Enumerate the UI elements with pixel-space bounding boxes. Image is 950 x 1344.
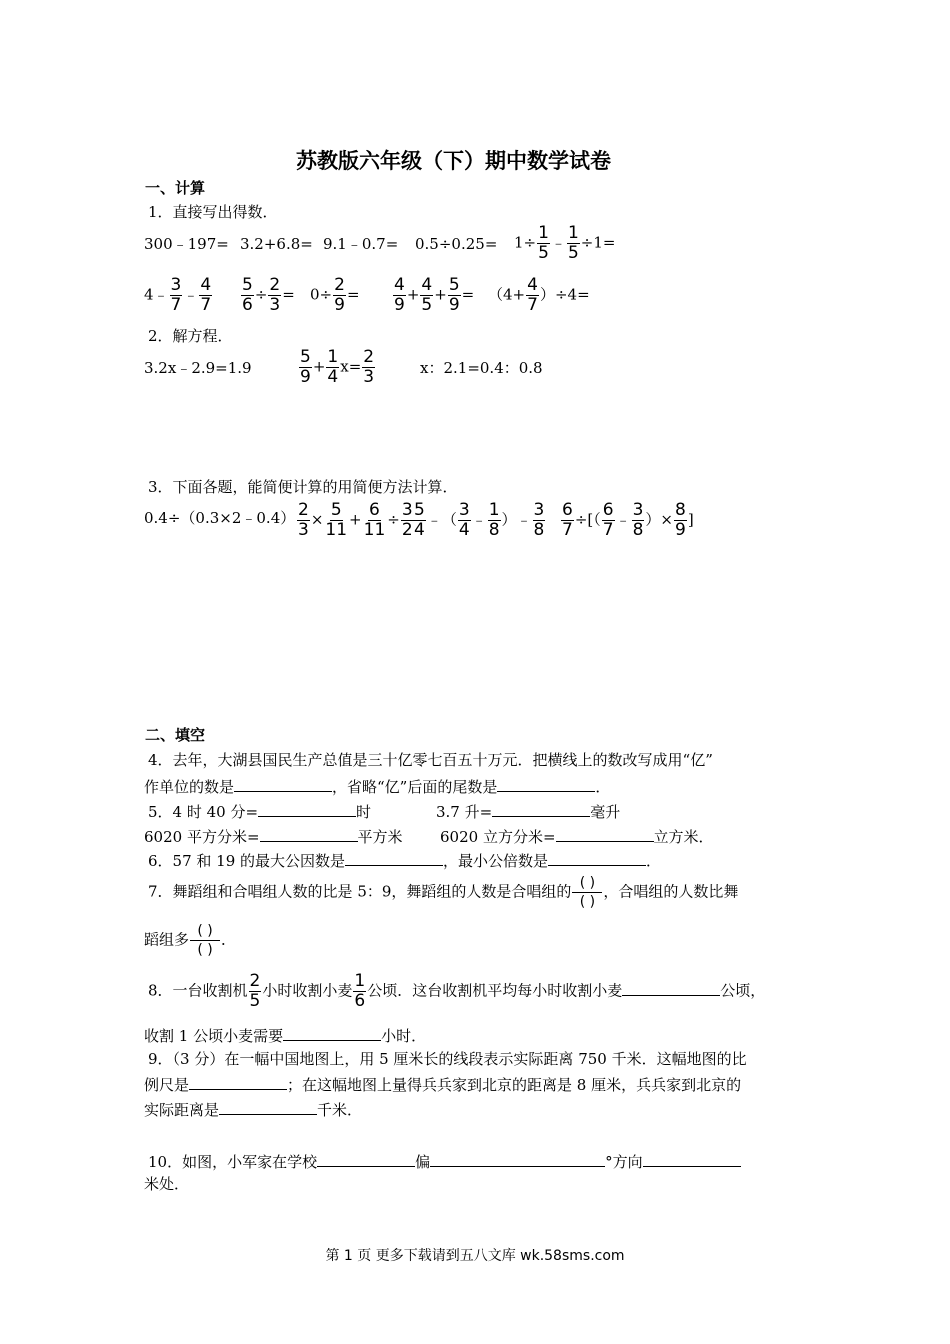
question-text: 作单位的数是 ，省略“亿”后面的尾数是 ． xyxy=(144,775,610,797)
question-text: 8．一台收割机 $\frac{2}{5}$ 小时收割小麦 $\frac{1}{6}$ 公顷．这台收割机平均每小时收割小麦 公顷， xyxy=(148,971,766,1011)
answer-blank[interactable] xyxy=(345,849,443,866)
fraction-expression: （4+ $\frac{4}{7}$ ）÷4= xyxy=(488,275,590,315)
fraction-expression: $\frac{5}{6}$ ÷ $\frac{2}{3}$ = xyxy=(242,275,295,315)
fraction-expression: 1÷ $\frac{1}{5}$ ﹣ $\frac{1}{5}$ ÷1= xyxy=(514,223,616,263)
question-text: 9．（3 分）在一幅中国地图上，用 5 厘米长的线段表示实际距离 750 千米．这幅地图的比 xyxy=(148,1050,747,1068)
question-label: 3．下面各题，能简便计算的用简便方法计算． xyxy=(148,478,458,496)
fraction-expression: $\frac{2}{3}$ × $\frac{5}{11}$ + $\frac{6}{11}$ ÷ $\frac{3}{2}$ xyxy=(298,500,413,540)
question-text: 10．如图，小军家在学校 偏 °方向 xyxy=(148,1150,741,1172)
fraction-expression: 0÷ $\frac{2}{9}$ = xyxy=(310,275,360,315)
answer-blank[interactable] xyxy=(219,1098,317,1115)
expression: 0.5÷0.25= xyxy=(415,235,498,253)
answer-blank[interactable] xyxy=(622,979,720,996)
answer-blank[interactable] xyxy=(189,1073,287,1090)
answer-blank[interactable] xyxy=(497,775,595,792)
question-text: 6020 平方分米= 平方米 xyxy=(144,825,403,847)
question-text: 3.7 升= 毫升 xyxy=(436,800,620,822)
answer-blank[interactable] xyxy=(492,800,590,817)
fraction-expression: $\frac{5}{4}$ ﹣（ $\frac{3}{4}$ ﹣ $\frac{1}{8}$ ）﹣ $\frac{3}{8}$ xyxy=(414,500,545,540)
expression: 9.1﹣0.7= xyxy=(323,235,399,253)
question-text: 4．去年，大湖县国民生产总值是三十亿零七百五十万元．把横线上的数改写成用“亿” xyxy=(148,751,713,769)
question-text: 米处． xyxy=(144,1175,190,1193)
question-label: 1．直接写出得数． xyxy=(148,203,278,221)
answer-blank[interactable] xyxy=(283,1024,381,1041)
question-text: 6．57 和 19 的最大公因数是 ，最小公倍数是 ． xyxy=(148,849,661,871)
equation: x：2.1=0.4：0.8 xyxy=(420,359,543,377)
question-text: 5．4 时 40 分= 时 xyxy=(148,800,371,822)
expression: 3.2+6.8= xyxy=(240,235,313,253)
question-text: 蹈组多 $\frac{( )}{( )}$ ． xyxy=(144,923,237,958)
equation: $\frac{5}{9}$ + $\frac{1}{4}$ x= $\frac{2}{3}$ xyxy=(300,347,375,387)
answer-blank[interactable] xyxy=(643,1150,741,1167)
expression: 300﹣197= xyxy=(144,235,229,253)
page-footer: 第 1 页 更多下载请到五八文库 wk.58sms.com xyxy=(325,1248,625,1264)
fraction-expression: $\frac{4}{9}$ + $\frac{4}{5}$ + $\frac{5}{9}$ = xyxy=(394,275,475,315)
question-text: 6020 立方分米= 立方米． xyxy=(440,825,714,847)
equation: 3.2x﹣2.9=1.9 xyxy=(144,359,252,377)
answer-blank[interactable] xyxy=(430,1150,605,1167)
section-heading: 二、填空 xyxy=(145,726,206,744)
answer-blank[interactable] xyxy=(234,775,332,792)
answer-blank[interactable] xyxy=(548,849,646,866)
answer-blank[interactable] xyxy=(258,800,356,817)
fraction-expression: 4﹣ $\frac{3}{7}$ ﹣ $\frac{4}{7}$ xyxy=(144,275,212,315)
expression: 0.4÷（0.3×2﹣0.4） xyxy=(144,509,296,527)
answer-blank[interactable] xyxy=(317,1150,415,1167)
fraction-expression: $\frac{6}{7}$ ÷[（ $\frac{6}{7}$ ﹣ $\frac{3}{8}$ ）× $\frac{8}{9}$ ] xyxy=(562,500,694,540)
question-text: 收割 1 公顷小麦需要 小时． xyxy=(144,1024,426,1046)
question-text: 例尺是 ；在这幅地图上量得兵兵家到北京的距离是 8 厘米，兵兵家到北京的 xyxy=(144,1073,741,1095)
answer-blank[interactable] xyxy=(556,825,654,842)
question-label: 2．解方程． xyxy=(148,327,233,345)
question-text: 实际距离是 千米． xyxy=(144,1098,362,1120)
question-text: 7．舞蹈组和合唱组人数的比是 5：9，舞蹈组的人数是合唱组的 $\frac{( )}{( )}$ ，合唱组的人数比舞 xyxy=(148,875,739,910)
section-heading: 一、计算 xyxy=(145,179,206,197)
page-title: 苏教版六年级（下）期中数学试卷 xyxy=(296,149,611,173)
answer-blank[interactable] xyxy=(260,825,358,842)
